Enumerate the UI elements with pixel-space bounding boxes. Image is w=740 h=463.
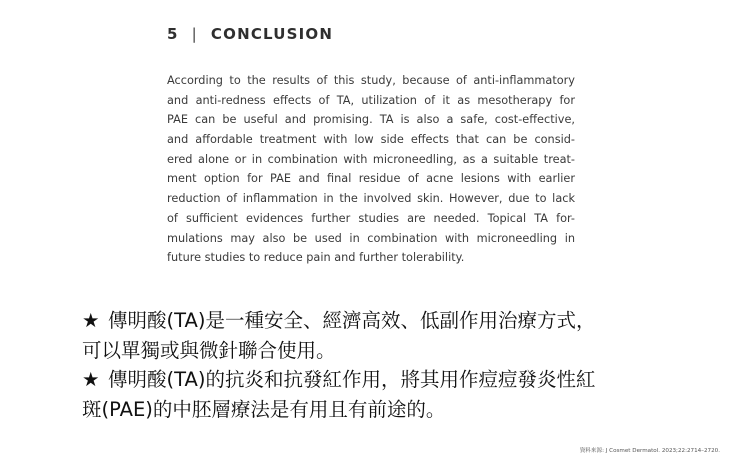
summary-text: 可以單獨或與微針聯合使用。	[82, 338, 336, 362]
paragraph-line: future studies to reduce pain and further tolerability.	[167, 251, 465, 265]
summary-point-2-line-2	[82, 395, 702, 425]
chinese-summary	[82, 306, 702, 424]
paragraph-line: mulations may also be used in combination with microneedling in	[167, 231, 575, 245]
summary-text: 傳明酸(TA)的抗炎和抗發紅作用，將其用作痘痘發炎性紅	[108, 368, 596, 391]
section-heading	[167, 25, 333, 43]
summary-text: 斑(PAE)的中胚層療法是有用且有前途的。	[82, 397, 446, 421]
summary-point-1-line-2	[82, 336, 702, 366]
paragraph-line: reduction of inflammation in the involved skin. However, due to lack	[167, 192, 575, 206]
star-icon: ★	[82, 368, 100, 391]
star-icon: ★	[82, 309, 100, 332]
paragraph-line: ment option for PAE and final residue of acne lesions with earlier	[167, 172, 575, 186]
section-separator: |	[191, 25, 198, 43]
summary-point-2-line-1	[82, 365, 702, 395]
paragraph-line: of sufficient evidences further studies are needed. Topical TA for-	[167, 211, 575, 225]
section-number: 5	[167, 25, 179, 43]
conclusion-paragraph	[167, 71, 575, 268]
paragraph-line: and anti-redness effects of TA, utilization of it as mesotherapy for	[167, 93, 575, 107]
paragraph-line: According to the results of this study, because of anti-inflammatory	[167, 74, 575, 87]
source-citation: 資料來源: J Cosmet Dermatol. 2023;22:2714–2720.	[579, 448, 720, 454]
paragraph-line: and affordable treatment with low side effects that can be consid-	[167, 133, 575, 147]
section-title: CONCLUSION	[210, 25, 334, 43]
paragraph-line: PAE can be useful and promising. TA is also a safe, cost-effective,	[167, 113, 575, 127]
paragraph-line: ered alone or in combination with microneedling, as a suitable treat-	[167, 152, 575, 166]
summary-point-1-line-1	[82, 306, 702, 336]
summary-text: 傳明酸(TA)是一種安全、經濟高效、低副作用治療方式，	[108, 309, 596, 332]
